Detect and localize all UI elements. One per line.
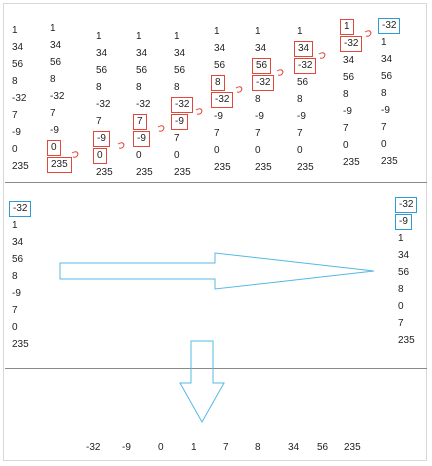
value-cell: 1 bbox=[340, 19, 354, 35]
value-cell: 56 bbox=[12, 254, 24, 265]
swap-marker bbox=[72, 152, 78, 157]
value-cell: 7 bbox=[381, 122, 387, 133]
swap-marker bbox=[158, 126, 164, 131]
value-cell: -32 bbox=[340, 36, 362, 52]
value-cell: 235 bbox=[12, 161, 29, 172]
value-cell: -9 bbox=[171, 114, 188, 130]
value-cell: -9 bbox=[93, 131, 110, 147]
value-cell: 0 bbox=[93, 148, 107, 164]
value-cell: -32 bbox=[294, 58, 316, 74]
value-cell: -9 bbox=[12, 127, 21, 138]
value-cell: 8 bbox=[255, 94, 261, 105]
value-cell: 235 bbox=[343, 157, 360, 168]
value-cell: 56 bbox=[96, 65, 108, 76]
value-cell: -32 bbox=[136, 99, 151, 110]
swap-marker bbox=[319, 53, 325, 58]
value-cell: 34 bbox=[214, 43, 226, 54]
value-cell: 235 bbox=[297, 162, 314, 173]
value-cell: 7 bbox=[255, 128, 261, 139]
value-cell: 235 bbox=[255, 162, 272, 173]
value-cell: 235 bbox=[47, 157, 72, 173]
value-cell: 235 bbox=[174, 167, 191, 178]
value-cell: 0 bbox=[47, 140, 61, 156]
value-cell: 0 bbox=[255, 145, 261, 156]
value-cell: -9 bbox=[214, 111, 223, 122]
value-cell: 235 bbox=[214, 162, 231, 173]
value-cell: -32 bbox=[395, 197, 417, 213]
value-cell: 7 bbox=[398, 318, 404, 329]
value-cell: 56 bbox=[252, 58, 271, 74]
value-cell: 0 bbox=[343, 140, 349, 151]
value-cell: 34 bbox=[12, 42, 24, 53]
value-cell: -32 bbox=[378, 18, 400, 34]
value-cell: -9 bbox=[395, 214, 412, 230]
value-cell: 7 bbox=[12, 110, 18, 121]
value-cell: 235 bbox=[398, 335, 415, 346]
right-arrow-icon bbox=[60, 253, 374, 289]
sorted-value: 1 bbox=[191, 442, 197, 453]
value-cell: 1 bbox=[136, 31, 142, 42]
value-cell: -32 bbox=[211, 92, 233, 108]
value-cell: 0 bbox=[12, 144, 18, 155]
value-cell: 1 bbox=[214, 26, 220, 37]
value-cell: 7 bbox=[96, 116, 102, 127]
value-cell: 0 bbox=[297, 145, 303, 156]
value-cell: 235 bbox=[136, 167, 153, 178]
value-cell: 1 bbox=[381, 37, 387, 48]
value-cell: 34 bbox=[343, 55, 355, 66]
sorted-value: -32 bbox=[86, 442, 101, 453]
value-cell: 34 bbox=[50, 40, 62, 51]
value-cell: -9 bbox=[381, 105, 390, 116]
value-cell: 8 bbox=[12, 76, 18, 87]
value-cell: -32 bbox=[96, 99, 111, 110]
value-cell: 34 bbox=[174, 48, 186, 59]
value-cell: -32 bbox=[171, 97, 193, 113]
value-cell: 8 bbox=[398, 284, 404, 295]
value-cell: 8 bbox=[96, 82, 102, 93]
value-cell: 1 bbox=[255, 26, 261, 37]
value-cell: 7 bbox=[297, 128, 303, 139]
value-cell: 8 bbox=[50, 74, 56, 85]
value-cell: 8 bbox=[211, 75, 225, 91]
sorted-value: 0 bbox=[158, 442, 164, 453]
value-cell: 7 bbox=[50, 108, 56, 119]
sorted-value: -9 bbox=[122, 442, 131, 453]
value-cell: 34 bbox=[398, 250, 410, 261]
value-cell: 34 bbox=[96, 48, 108, 59]
value-cell: 235 bbox=[381, 156, 398, 167]
value-cell: 7 bbox=[133, 114, 147, 130]
value-cell: 56 bbox=[381, 71, 393, 82]
swap-marker bbox=[118, 143, 124, 148]
swap-marker bbox=[236, 87, 242, 92]
value-cell: 1 bbox=[398, 233, 404, 244]
swap-marker bbox=[277, 70, 283, 75]
value-cell: 0 bbox=[398, 301, 404, 312]
value-cell: 1 bbox=[96, 31, 102, 42]
value-cell: 34 bbox=[381, 54, 393, 65]
sorted-value: 34 bbox=[288, 442, 300, 453]
value-cell: 56 bbox=[12, 59, 24, 70]
value-cell: 8 bbox=[12, 271, 18, 282]
value-cell: -9 bbox=[255, 111, 264, 122]
value-cell: 1 bbox=[12, 25, 18, 36]
down-arrow-icon bbox=[180, 341, 224, 422]
value-cell: 34 bbox=[294, 41, 313, 57]
value-cell: 1 bbox=[174, 31, 180, 42]
value-cell: 56 bbox=[50, 57, 62, 68]
value-cell: 0 bbox=[174, 150, 180, 161]
sorted-value: 7 bbox=[223, 442, 229, 453]
value-cell: 8 bbox=[297, 94, 303, 105]
value-cell: 7 bbox=[343, 123, 349, 134]
value-cell: 34 bbox=[255, 43, 267, 54]
value-cell: 0 bbox=[12, 322, 18, 333]
value-cell: 7 bbox=[214, 128, 220, 139]
value-cell: -32 bbox=[12, 93, 27, 104]
value-cell: -9 bbox=[50, 125, 59, 136]
swap-marker bbox=[365, 31, 371, 36]
value-cell: 1 bbox=[50, 23, 56, 34]
value-cell: 34 bbox=[12, 237, 24, 248]
value-cell: 235 bbox=[96, 167, 113, 178]
value-cell: -9 bbox=[12, 288, 21, 299]
value-cell: 8 bbox=[174, 82, 180, 93]
value-cell: 1 bbox=[297, 26, 303, 37]
sorted-value: 56 bbox=[317, 442, 329, 453]
value-cell: -32 bbox=[9, 201, 31, 217]
sorted-value: 8 bbox=[255, 442, 261, 453]
value-cell: 56 bbox=[343, 72, 355, 83]
value-cell: 7 bbox=[12, 305, 18, 316]
value-cell: -9 bbox=[343, 106, 352, 117]
value-cell: 0 bbox=[136, 150, 142, 161]
value-cell: 8 bbox=[381, 88, 387, 99]
value-cell: 0 bbox=[214, 145, 220, 156]
value-cell: 8 bbox=[136, 82, 142, 93]
value-cell: 7 bbox=[174, 133, 180, 144]
value-cell: -32 bbox=[50, 91, 65, 102]
value-cell: -9 bbox=[133, 131, 150, 147]
value-cell: -9 bbox=[297, 111, 306, 122]
value-cell: -32 bbox=[252, 75, 274, 91]
value-cell: 56 bbox=[136, 65, 148, 76]
value-cell: 235 bbox=[12, 339, 29, 350]
value-cell: 56 bbox=[174, 65, 186, 76]
value-cell: 56 bbox=[214, 60, 226, 71]
value-cell: 56 bbox=[297, 77, 309, 88]
sorted-value: 235 bbox=[344, 442, 361, 453]
value-cell: 8 bbox=[343, 89, 349, 100]
value-cell: 1 bbox=[12, 220, 18, 231]
value-cell: 0 bbox=[381, 139, 387, 150]
value-cell: 34 bbox=[136, 48, 148, 59]
value-cell: 56 bbox=[398, 267, 410, 278]
swap-marker bbox=[196, 109, 202, 114]
